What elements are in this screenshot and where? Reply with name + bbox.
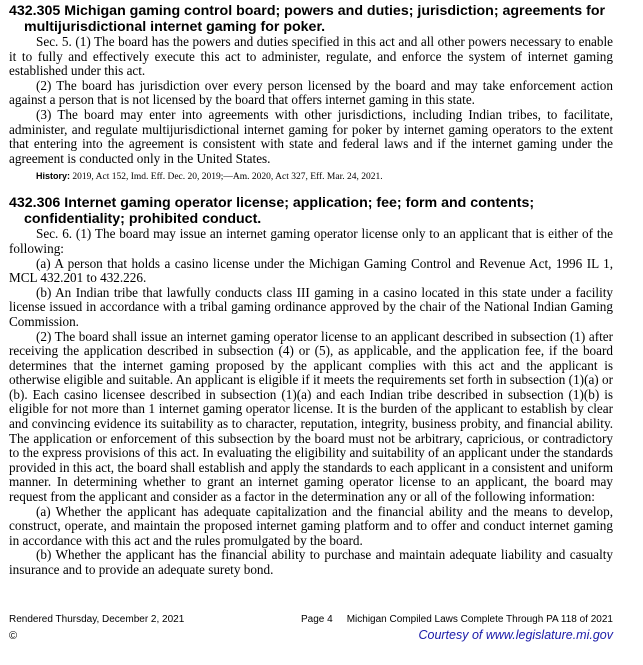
paragraph: (a) Whether the applicant has adequate capitalization and the financial ability and the means to develop, construct, operate, and maintain the proposed internet gaming platform and to offer and conduct internet gaming in accordance with this act and the rules promulgated by the board. xyxy=(9,503,613,548)
page-footer xyxy=(9,614,613,642)
footer-row xyxy=(9,614,613,628)
paragraph: (2) The board has jurisdiction over every person licensed by the board and may take enforcement action against a person that is not licensed by the board that offers internet gaming in this state. xyxy=(9,77,613,108)
section-heading-432-305 xyxy=(9,3,613,35)
paragraph: (3) The board may enter into agreements with other jurisdictions, including Indian tribes, to facilitate, administer, and regulate multijurisdictional internet gaming for poker by internet gaming operators to the extent that entering into the agreement is consistent with state and federal laws and if the internet gaming under the agreement is conducted only in the United States. xyxy=(9,106,613,166)
section-title: Internet gaming operator license; application; fee; form and contents; confidentiality; prohibited conduct. xyxy=(24,195,535,228)
section-number: 432.305 xyxy=(9,3,61,19)
copyright-symbol: © xyxy=(9,630,18,642)
paragraph: (a) A person that holds a casino license under the Michigan Gaming Control and Revenue Act, 1996 IL 1, MCL 432.201 to 432.226. xyxy=(9,255,613,286)
paragraph: (b) Whether the applicant has the financial ability to purchase and maintain adequate liability and casualty insurance and to provide an adequate surety bond. xyxy=(9,547,613,577)
paragraph: (b) An Indian tribe that lawfully conducts class III gaming in a casino located in this state under a facility license issued in accordance with a tribal gaming ordinance approved by the chair of the National Indian Gaming Commission. xyxy=(9,284,613,329)
paragraph: Sec. 6. (1) The board may issue an internet gaming operator license only to an applicant that is either of the following: xyxy=(9,226,613,256)
history-label: History: xyxy=(36,171,71,182)
paragraph: (2) The board shall issue an internet gaming operator license to an applicant described in subsection (1) after receiving the application described in subsection (4) or (5), as applicable, and the application fee, if the board determines that the internet gaming proposed by the applicant complies with this act and the applicant is otherwise eligible and suitable. An applicant is eligible if it meets the requirements set forth in subsection (1)(a) or (b). Each casino licensee described in subsection (1)(a) and each Indian tribe described in subsection (1)(b) is eligible for not more than 1 internet gaming operator license. It is the burden of the applicant to establish by clear and convincing evidence its suitability as to character, reputation, integrity, business probity, and financial ability. The application or enforcement of this subsection by the board must not be arbitrary, capricious, or contradictory to the express provisions of this act. In evaluating the eligibility and suitability of an applicant under the standards provided in this act, the board shall establish and apply the standards to each applicant in a consistent and uniform manner. In determining whether to grant an internet gaming operator license to an applicant, the board may request from the applicant and consider as a factor in the determination any or all of the following information: xyxy=(9,328,613,505)
history-note xyxy=(9,170,613,183)
courtesy-link[interactable]: Courtesy of www.legislature.mi.gov xyxy=(418,628,613,642)
footer-page-number: Page 4 xyxy=(301,614,333,625)
section-number: 432.306 xyxy=(9,195,61,212)
history-text: 2019, Act 152, Imd. Eff. Dec. 20, 2019;—Am. 2020, Act 327, Eff. Mar. 24, 2021. xyxy=(72,172,383,183)
section-heading-432-306 xyxy=(9,195,613,227)
footer-compiled-note: Michigan Compiled Laws Complete Through PA 118 of 2021 xyxy=(346,614,613,625)
paragraph: Sec. 5. (1) The board has the powers and duties specified in this act and all other powers necessary to enable it to fully and effectively execute this act to administer, regulate, and enforce the system of internet gaming established under this act. xyxy=(9,34,613,79)
document-page xyxy=(9,0,613,578)
footer-rendered-date: Rendered Thursday, December 2, 2021 xyxy=(9,614,185,625)
section-title: Michigan gaming control board; powers and duties; jurisdiction; agreements for multijurisdictional internet gaming for poker. xyxy=(24,3,606,35)
